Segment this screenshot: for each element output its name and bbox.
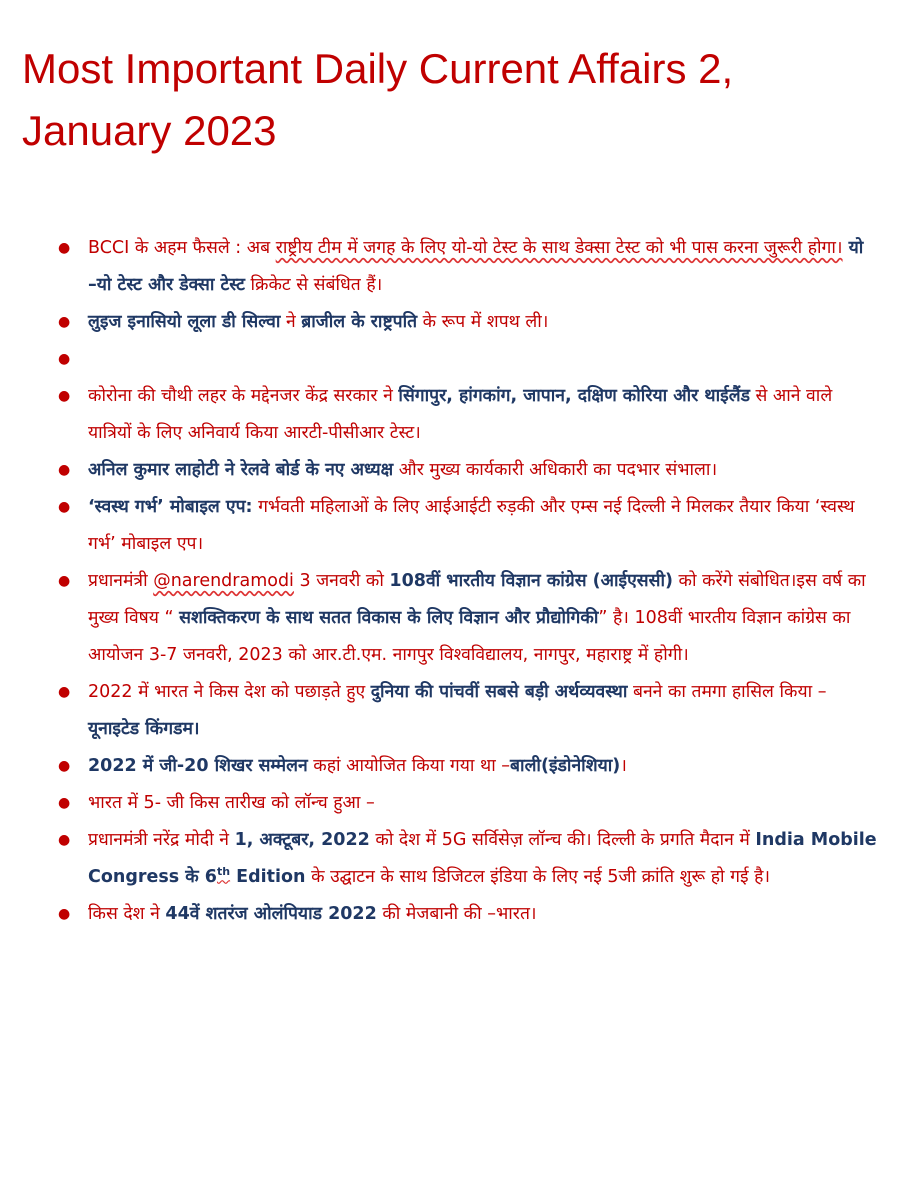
bullet-icon: ● [58,684,71,700]
text-segment: बनने का तमगा हासिल किया – [627,682,827,702]
text-segment: सिंगापुर, हांगकांग, जापान, दक्षिण कोरिया और थाईलैंड [398,386,750,406]
text-segment: के उद्घाटन के साथ डिजिटल इंडिया के लिए नई 5जी क्रांति शुरू हो गई है। [305,867,771,887]
text-segment: क्रिकेट से संबंधित हैं। [244,275,383,295]
bullet-icon: ● [58,795,71,811]
text-segment: । [620,756,627,776]
list-item [22,674,877,748]
text-segment: ने [280,312,302,332]
list-item [22,896,877,933]
text-segment: बाली(इंडोनेशिया) [510,756,621,776]
text-segment: BCCI के अहम फैसले : अब [88,238,276,258]
text-segment: 2022 में जी-20 शिखर सम्मेलन [88,756,308,776]
text-segment: किस देश ने [88,904,166,924]
list-item [22,489,877,563]
text-segment: यूनाइटेड किंगडम। [88,719,200,739]
text-segment: के रूप में शपथ ली। [417,312,549,332]
text-segment: 108वीं भारतीय विज्ञान कांग्रेस (आईएससी) [389,571,673,591]
text-segment: यो –यो टेस्ट और डेक्सा टेस्ट [88,238,864,295]
text-segment: th [216,865,231,879]
text-segment: को करेंगे संबोधित।इस वर्ष का मुख्य विषय “ [88,571,866,628]
text-segment: ‘स्वस्थ गर्भ’ मोबाइल एप: [88,497,253,517]
bullet-icon: ● [58,573,71,589]
text-segment: 1, अक्टूबर, 2022 [234,830,370,850]
text-segment: भारत में 5- जी किस तारीख को लॉन्च हुआ – [88,793,375,813]
text-segment: गर्भवती महिलाओं के लिए आईआईटी रुड़की और एम्स नई दिल्ली ने मिलकर तैयार किया ‘स्वस्थ गर्भ’ मोबाइल एप। [88,497,855,554]
text-segment: और मुख्य कार्यकारी अधिकारी का पदभार संभाला। [393,460,718,480]
list-item [22,452,877,489]
text-segment: 2022 में भारत ने किस देश को पछाड़ते हुए [88,682,371,702]
text-segment: 3 जनवरी को [293,571,390,591]
text-segment: अनिल कुमार लाहोटी ने रेलवे बोर्ड के नए अध्यक्ष [88,460,394,480]
text-segment: @narendramodi [153,571,294,591]
bullet-icon: ● [58,499,71,515]
text-segment: प्रधानमंत्री [88,571,154,591]
bullet-icon: ● [58,314,71,330]
list-item [22,748,877,785]
list-item [22,822,877,896]
list-item [22,230,877,304]
text-segment: कोरोना की चौथी लहर के मद्देनजर केंद्र सरकार ने [88,386,399,406]
text-segment: ” है। 108वीं भारतीय विज्ञान कांग्रेस का आयोजन 3-7 जनवरी, 2023 को आर.टी.एम. नागपुर विश्वविद्यालय, नागपुर, महाराष्ट्र में होगी। [88,608,851,665]
text-segment: कहां आयोजित किया गया था – [307,756,511,776]
text-segment: की मेजबानी की –भारत। [376,904,537,924]
text-segment: प्रधानमंत्री नरेंद्र मोदी ने [88,830,235,850]
text-segment: India Mobile Congress के 6 [88,830,877,887]
bullet-icon: ● [58,351,71,367]
bullet-icon: ● [58,906,71,922]
list-item [22,785,877,822]
text-segment: को देश में 5G सर्विसेज़ लॉन्च की। दिल्ली के प्रगति मैदान में [369,830,756,850]
text-segment: दुनिया की पांचवीं सबसे बड़ी अर्थव्यवस्था [370,682,628,702]
bullet-icon: ● [58,758,71,774]
list-item [22,304,877,341]
text-segment: से आने वाले यात्रियों के लिए अनिवार्य किया आरटी-पीसीआर टेस्ट। [88,386,833,443]
text-segment: लुइज इनासियो लूला डी सिल्वा [88,312,281,332]
text-segment: 44वें शतरंज ओलंपियाड 2022 [165,904,377,924]
bullet-icon: ● [58,240,71,256]
list-item [22,341,877,378]
bullet-icon: ● [58,462,71,478]
text-segment: राष्ट्रीय टीम में जगह के लिए यो-यो टेस्ट के साथ डेक्सा टेस्ट को भी पास करना जुरूरी होगा। [275,238,843,258]
list-item [22,563,877,674]
text-segment: ब्राजील के राष्ट्रपति [301,312,418,332]
news-list [22,230,877,933]
bullet-icon: ● [58,832,71,848]
text-segment: Edition [230,867,306,887]
page-title: Most Important Daily Current Affairs 2, January 2023 [22,45,734,154]
list-item [22,378,877,452]
bullet-icon: ● [58,388,71,404]
text-segment: सशक्तिकरण के साथ सतत विकास के लिए विज्ञान और प्रौद्योगिकी [179,608,599,628]
